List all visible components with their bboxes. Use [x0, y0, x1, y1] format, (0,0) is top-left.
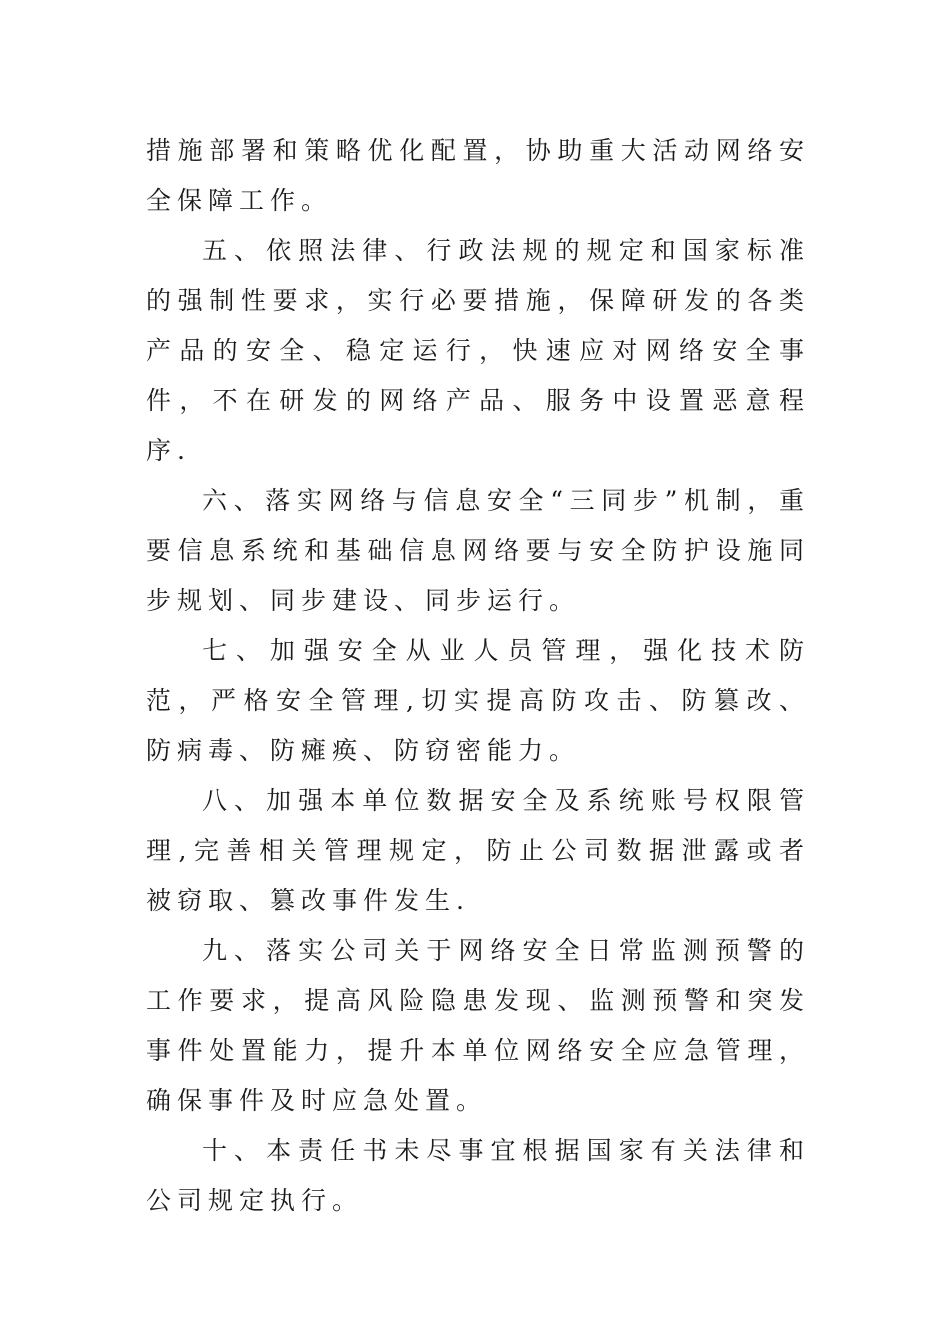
- paragraph-item-5: 五、依照法律、行政法规的规定和国家标准的强制性要求，实行必要措施，保障研发的各类产品的安全、稳定运行，快速应对网络安全事件，不在研发的网络产品、服务中设置恶意程序.: [146, 236, 810, 465]
- paragraph-item-6: 六、落实网络与信息安全“三同步”机制，重要信息系统和基础信息网络要与安全防护设施同步规划、同步建设、同步运行。: [146, 486, 810, 615]
- document-body: [146, 126, 810, 1226]
- paragraph-item-7: 七、加强安全从业人员管理，强化技术防范，严格安全管理,切实提高防攻击、防篡改、防病毒、防瘫痪、防窃密能力。: [146, 636, 810, 765]
- paragraph-item-8: 八、加强本单位数据安全及系统账号权限管理,完善相关管理规定，防止公司数据泄露或者被窃取、篡改事件发生.: [146, 786, 810, 915]
- paragraph-item-10: 十、本责任书未尽事宜根据国家有关法律和公司规定执行。: [146, 1136, 810, 1215]
- paragraph-continuation: 措施部署和策略优化配置，协助重大活动网络安全保障工作。: [146, 136, 810, 215]
- paragraph-item-9: 九、落实公司关于网络安全日常监测预警的工作要求，提高风险隐患发现、监测预警和突发事件处置能力，提升本单位网络安全应急管理，确保事件及时应急处置。: [146, 936, 810, 1115]
